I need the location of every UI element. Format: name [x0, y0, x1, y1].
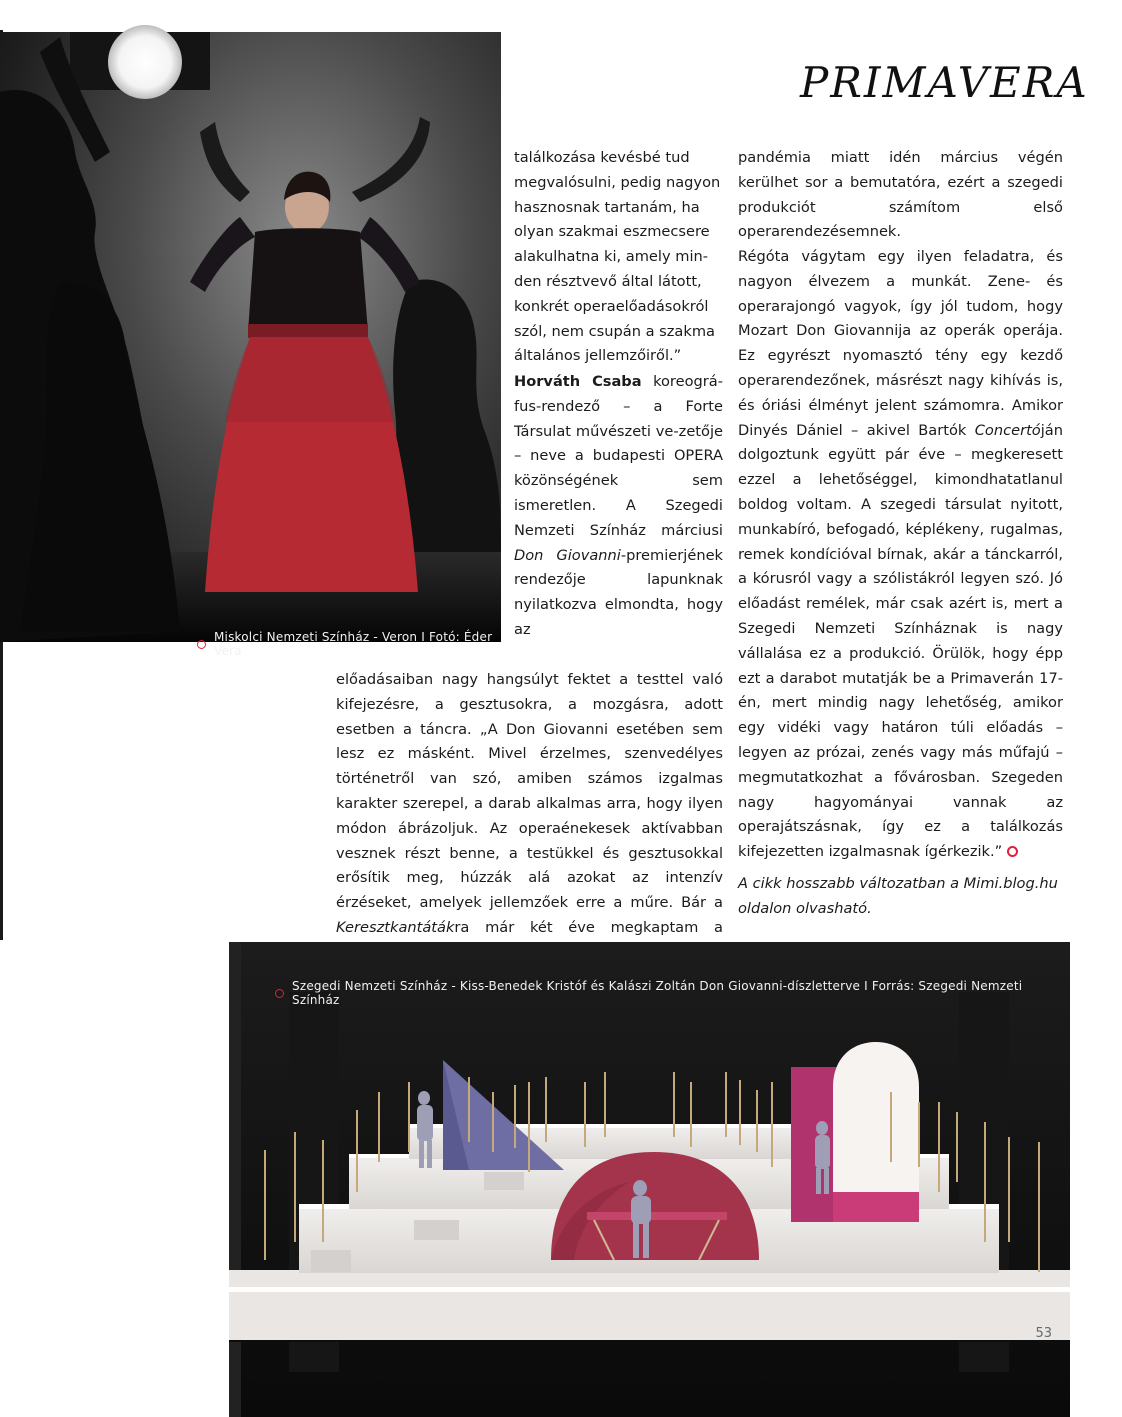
- caption-ring-icon: [275, 989, 284, 998]
- paragraph-text: koreográ-fus-rendező – a Forte Társulat művészeti ve-zetője – neve a budapesti OPERA közönségének sem ismeretlen. A Szegedi Nemzeti Színház márciusi: [514, 373, 723, 539]
- work-title: Keresztkantáták: [336, 918, 455, 936]
- photo-top-caption: [197, 630, 501, 658]
- left-column-third-paragraph: [336, 668, 723, 966]
- left-column-second-paragraph: [514, 370, 723, 643]
- photo-bottom: [229, 942, 1070, 1417]
- page-title: PRIMAVERA: [800, 58, 1089, 107]
- photo-bottom-caption-text: Szegedi Nemzeti Színház - Kiss-Benedek Kristóf és Kalászi Zoltán Don Giovanni-díszletterve I Forrás: Szegedi Nemzeti Színház: [292, 979, 1023, 1007]
- work-title: Don Giovanni: [514, 546, 621, 564]
- photo-top-caption-text: Miskolci Nemzeti Színház - Veron I Fotó: Éder Vera: [214, 630, 493, 658]
- paragraph-text: előadásaiban nagy hangsúlyt fektet a testtel való kifejezésre, a gesztusokra, a mozgásra, adott esetben a táncra. „A Don Giovanni esetében sem lesz ez másként. Mivel érzelmes, szenvedélyes történetről van szó, amiben számos izgalmas karakter szerepel, a darab alkalmas arra, hogy ilyen módon ábrázoljuk. Az operaénekesek aktívabban vesznek részt benne, a testükkel és gesztusokkal erősítik meg, húzzák alá azokat az intenzív érzéseket, amelyek jellemzőek erre a műre. Bár a: [336, 671, 723, 912]
- paragraph-text: ján dolgoztunk együtt pár éve – megkeresett ezzel a lehetőséggel, kimondhatatlanul boldog voltam. A szegedi társulat nyitott, munkabíró, befogadó, képlékeny, rugalmas, remek kondícióval bírnak, akár a tánckarról, a kórusról vagy a szólistákról legyen szó. Jó előadást remélek, már csak azért is, mert a Szegedi Nemzeti Színháznak is nagy vállalása ez a produkció. Örülök, hogy épp ezt a darabot mutatják be a Primaverán 17-én, mert mindig nagy lehetőség, amikor egy vidéki vagy határon túli előadás – legyen az prózai, zenés vagy más műfajú – megmutatkozhat a fővárosban. Szegeden nagy hagyományai vannak az operajátszásnak, így ez a találkozás kifejezetten izgalmasnak ígérkezik.”: [738, 421, 1063, 861]
- paragraph-text: ra már két éve megkaptam a: [454, 918, 723, 936]
- work-title: Concertó: [974, 421, 1041, 439]
- photo-bottom-caption: [275, 979, 1070, 1007]
- dancers-illustration: [0, 32, 501, 642]
- paragraph-text: -premierjének rendezője lapunknak nyilatkozva elmondta, hogy az: [514, 546, 723, 638]
- text-line: találkozása kevésbé tud: [514, 149, 690, 166]
- right-column-first-paragraph: pandémia miatt idén március végén kerülhet sor a bemutatóra, ezért a szegedi produkciót számítom első operarendezésemnek.: [738, 149, 1063, 241]
- text-line: konkrét operaelőadásokról: [514, 297, 709, 315]
- text-line: olyan szakmai eszmecsere: [514, 223, 710, 241]
- text-line: den résztvevő által látott,: [514, 272, 702, 290]
- stage-design-illustration: [229, 942, 1070, 1417]
- photo-top: [0, 32, 501, 658]
- text-line: szól, nem csupán a szakma: [514, 322, 715, 340]
- page-number: 53: [1035, 1326, 1052, 1341]
- text-line: alakulhatna ki, amely min-: [514, 248, 709, 266]
- person-name: Horváth Csaba: [514, 373, 642, 390]
- right-column-second-paragraph: [738, 245, 1063, 865]
- caption-ring-icon: [197, 640, 206, 649]
- end-mark-icon: [1007, 846, 1018, 857]
- text-line: megvalósulni, pedig nagyon: [514, 173, 721, 191]
- text-line: általános jellemzőiről.”: [514, 347, 682, 365]
- article-note: A cikk hosszabb változatban a Mimi.blog.hu oldalon olvasható.: [738, 875, 1058, 917]
- paragraph-text: Régóta vágytam egy ilyen feladatra, és nagyon élvezem a munkát. Zene- és operarajongó vagyok, így jól tudom, hogy Mozart Don Giovannija az operák operája. Ez egyrészt nyomasztó tény egy kezdő operarendezőnek, másrészt nagy kihívás is, és óriási élményt jelent számomra. Amikor Dinyés Dániel – akivel Bartók: [738, 248, 1063, 439]
- text-line: hasznosnak tartanám, ha: [514, 198, 700, 216]
- left-column-first-paragraph: [514, 146, 723, 369]
